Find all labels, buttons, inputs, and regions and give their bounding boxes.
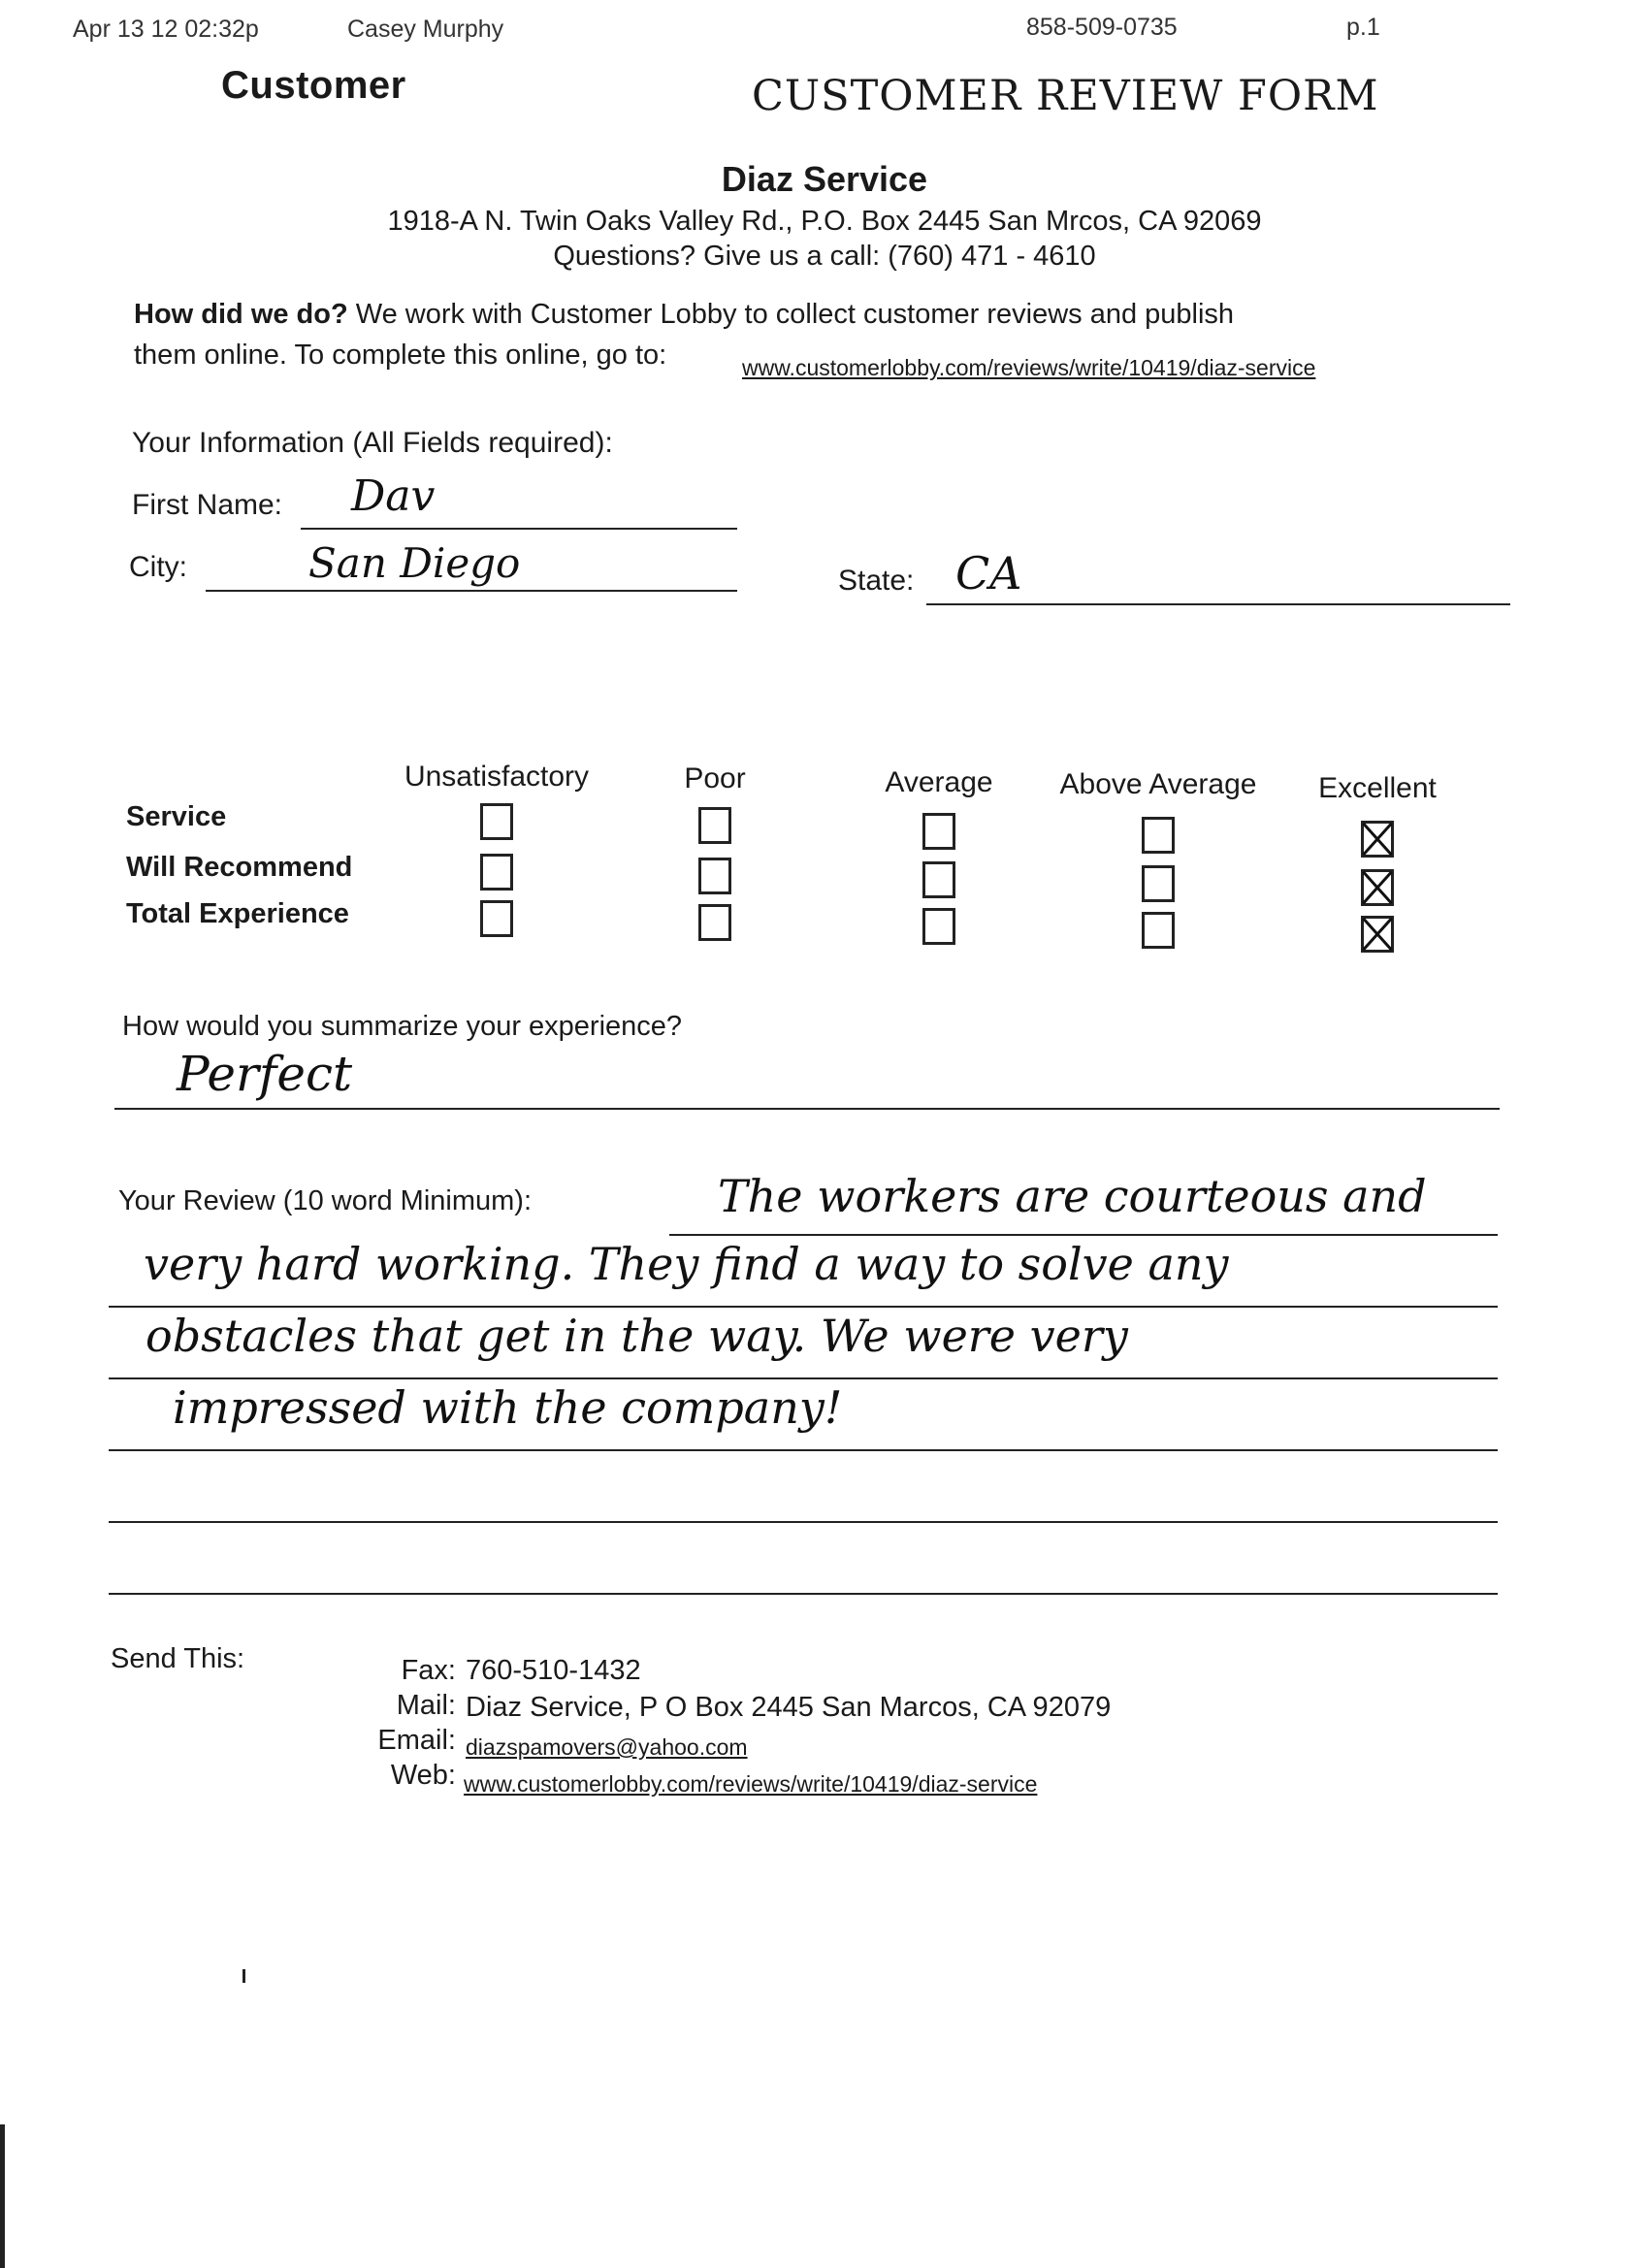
fax-date: Apr 13 12 02:32p: [73, 16, 259, 43]
rating-row-label: Service: [126, 801, 227, 832]
review-rule-4: [109, 1449, 1498, 1451]
review-url-link[interactable]: www.customerlobby.com/reviews/write/10419/diaz-service: [742, 355, 1316, 380]
state-line: [926, 603, 1510, 605]
fax-phone: 858-509-0735: [1026, 14, 1178, 41]
send-web-link[interactable]: www.customerlobby.com/reviews/write/10419/diaz-service: [464, 1771, 1038, 1797]
intro-text: We work with Customer Lobby to collect customer reviews and publish: [347, 299, 1235, 330]
rating-column-header: Unsatisfactory: [404, 761, 590, 793]
rating-checkbox[interactable]: [480, 854, 513, 891]
form-title: CUSTOMER REVIEW FORM: [752, 72, 1379, 120]
rating-checkbox[interactable]: [922, 908, 955, 945]
first-name-label: First Name:: [132, 489, 283, 521]
rating-checkbox[interactable]: [698, 807, 731, 844]
state-value[interactable]: CA: [955, 547, 1022, 599]
info-heading: Your Information (All Fields required):: [132, 427, 613, 459]
city-label: City:: [129, 551, 187, 583]
send-mail-label: Mail:: [396, 1690, 456, 1721]
send-mail-value: Diaz Service, P O Box 2445 San Marcos, CA 92079: [466, 1692, 1112, 1723]
send-label: Send This:: [111, 1643, 245, 1674]
review-line-3[interactable]: obstacles that get in the way. We were very: [146, 1310, 1128, 1362]
company-address: 1918-A N. Twin Oaks Valley Rd., P.O. Box 2445 San Mrcos, CA 92069: [387, 206, 1262, 237]
rating-checkbox[interactable]: [480, 900, 513, 937]
rating-row-label: Total Experience: [126, 898, 349, 929]
rating-column-header: Excellent: [1318, 772, 1437, 804]
city-value[interactable]: San Diego: [308, 539, 521, 587]
scan-edge: [0, 2124, 5, 2268]
rating-checkbox[interactable]: [1142, 817, 1175, 854]
review-rule-6: [109, 1593, 1498, 1595]
customer-logo: Customer: [221, 64, 406, 107]
rating-checkbox[interactable]: [1361, 869, 1394, 906]
summary-question: How would you summarize your experience?: [122, 1011, 683, 1042]
send-email-label: Email:: [377, 1725, 456, 1756]
review-rule-5: [109, 1521, 1498, 1523]
intro-line-2: them online. To complete this online, go to:: [134, 340, 667, 371]
rating-row-label: Will Recommend: [126, 852, 353, 883]
review-line-2[interactable]: very hard working. They find a way to solve any: [144, 1238, 1229, 1290]
company-phone: Questions? Give us a call: (760) 471 - 4610: [553, 241, 1096, 272]
send-fax-label: Fax:: [401, 1655, 456, 1686]
send-fax-value: 760-510-1432: [466, 1655, 641, 1686]
fax-sender: Casey Murphy: [347, 16, 504, 43]
summary-answer[interactable]: Perfect: [177, 1046, 353, 1102]
review-rule-2: [109, 1306, 1498, 1308]
summary-line: [114, 1108, 1500, 1110]
rating-checkbox[interactable]: [698, 858, 731, 894]
rating-checkbox[interactable]: [480, 803, 513, 840]
rating-checkbox[interactable]: [1142, 865, 1175, 902]
first-name-value[interactable]: Dav: [351, 471, 436, 521]
rating-column-header: Above Average: [1059, 768, 1257, 800]
rating-checkbox[interactable]: [698, 904, 731, 941]
review-rule-1: [669, 1234, 1498, 1236]
send-email-link[interactable]: diazspamovers@yahoo.com: [466, 1734, 748, 1760]
scan-mark: [242, 1969, 245, 1983]
rating-checkbox[interactable]: [1361, 916, 1394, 953]
rating-checkbox[interactable]: [1142, 912, 1175, 949]
review-label: Your Review (10 word Minimum):: [118, 1185, 533, 1216]
review-rule-3: [109, 1377, 1498, 1379]
send-web-label: Web:: [390, 1760, 456, 1791]
fax-page: p.1: [1346, 14, 1380, 41]
rating-column-header: Average: [885, 766, 993, 798]
city-line: [206, 590, 737, 592]
rating-column-header: Poor: [684, 762, 746, 794]
rating-checkbox[interactable]: [922, 861, 955, 898]
review-line-1[interactable]: The workers are courteous and: [718, 1170, 1427, 1222]
company-name: Diaz Service: [721, 159, 928, 199]
intro-lead: How did we do?: [134, 299, 348, 330]
intro-line-1: [134, 299, 1234, 331]
first-name-line: [301, 528, 737, 530]
state-label: State:: [838, 565, 915, 597]
review-line-4[interactable]: impressed with the company!: [173, 1381, 843, 1434]
rating-checkbox[interactable]: [922, 813, 955, 850]
rating-checkbox[interactable]: [1361, 821, 1394, 858]
